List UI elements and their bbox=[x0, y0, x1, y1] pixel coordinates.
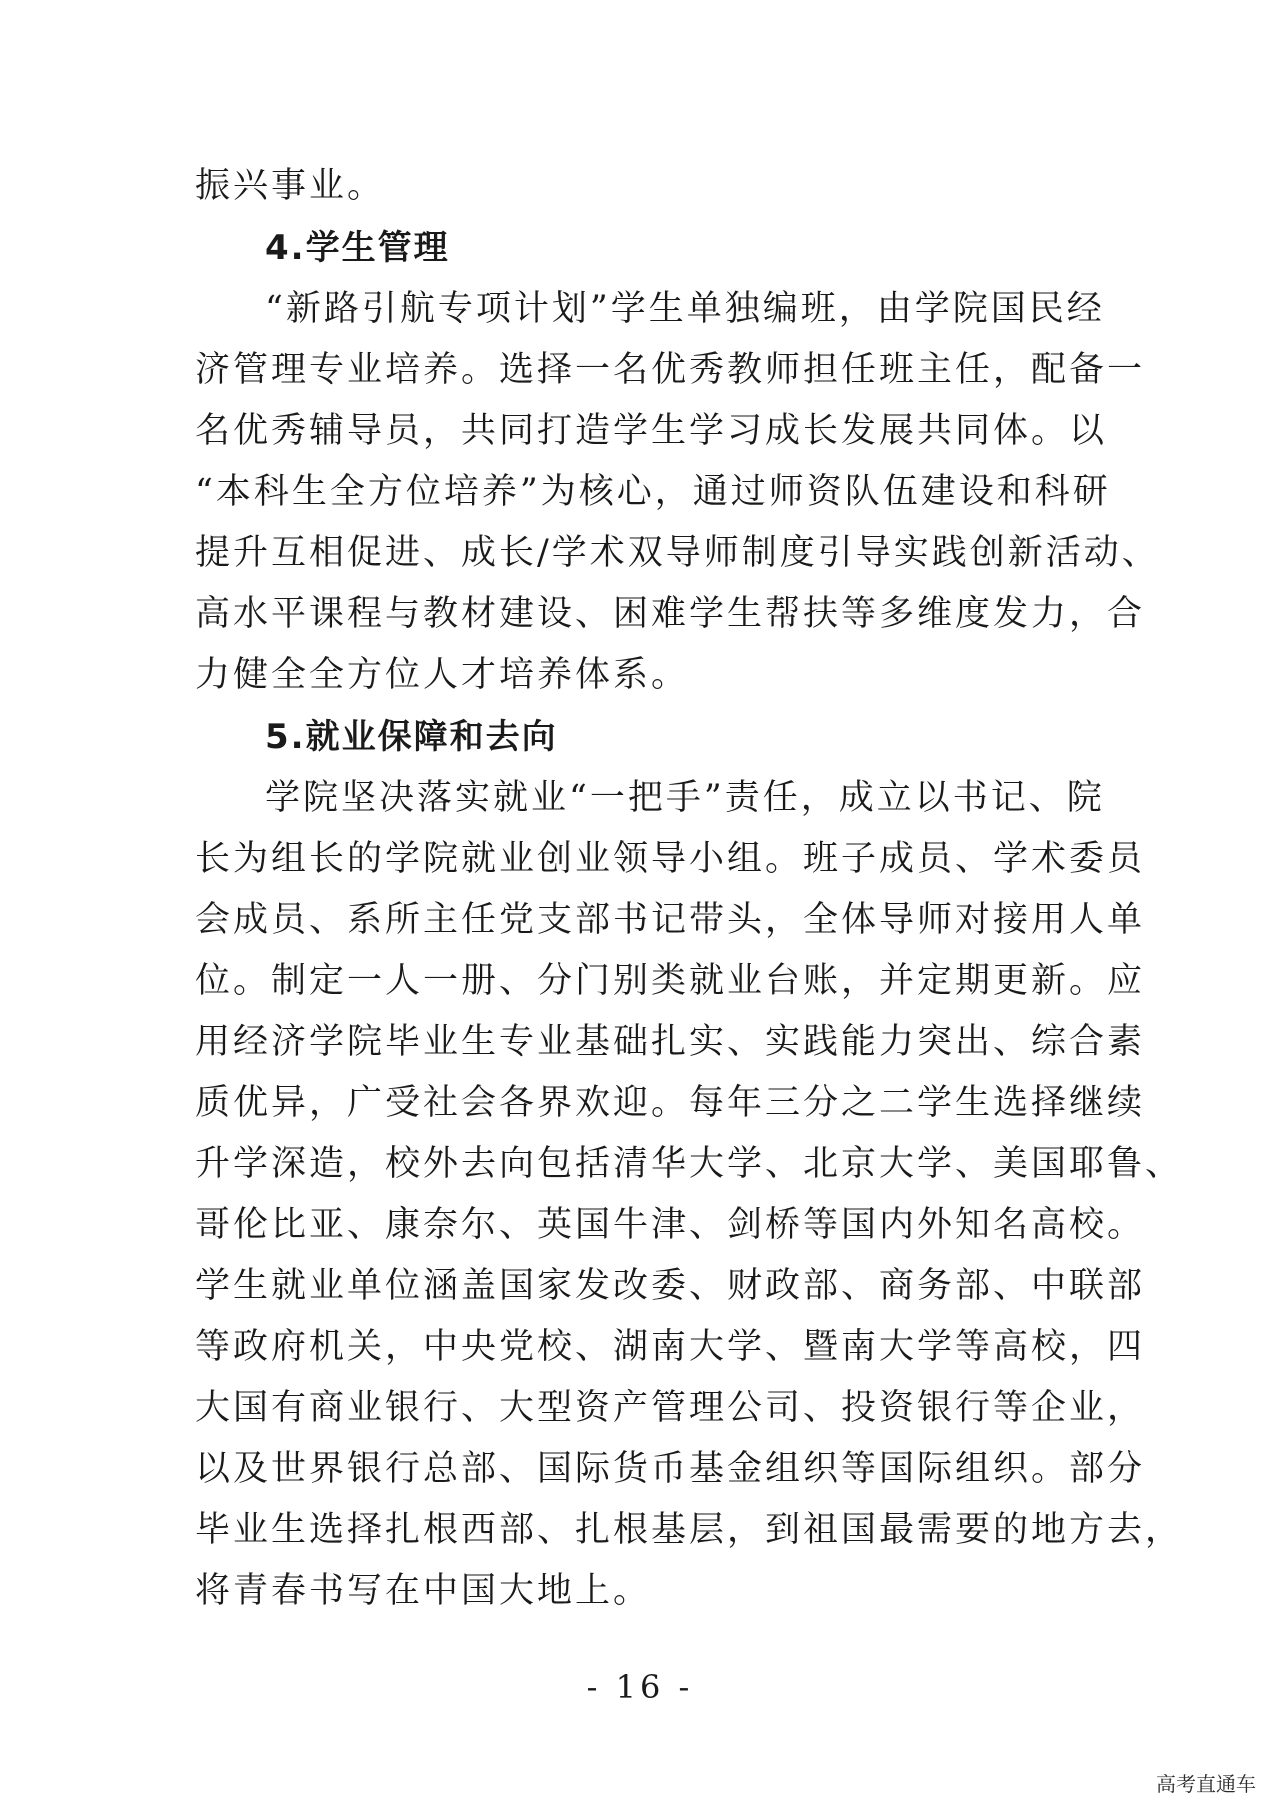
paragraph-line: 大国有商业银行、大型资产管理公司、投资银行等企业， bbox=[195, 1388, 1146, 1428]
section-heading-student-management: 4.学生管理 bbox=[265, 228, 450, 268]
paragraph-line: 质优异，广受社会各界欢迎。每年三分之二学生选择继续 bbox=[195, 1083, 1146, 1123]
paragraph-line: 名优秀辅导员，共同打造学生学习成长发展共同体。以 bbox=[195, 411, 1108, 451]
paragraph-line: 振兴事业。 bbox=[195, 166, 386, 206]
paragraph-line: “本科生全方位培养”为核心，通过师资队伍建设和科研 bbox=[195, 472, 1111, 512]
paragraph-line: 升学深造，校外去向包括清华大学、北京大学、美国耶鲁、 bbox=[195, 1144, 1184, 1184]
paragraph-line: 将青春书写在中国大地上。 bbox=[195, 1571, 652, 1611]
paragraph-line: 等政府机关，中央党校、湖南大学、暨南大学等高校，四 bbox=[195, 1327, 1146, 1367]
paragraph-line: 毕业生选择扎根西部、扎根基层，到祖国最需要的地方去， bbox=[195, 1510, 1184, 1550]
paragraph-line: 济管理专业培养。选择一名优秀教师担任班主任，配备一 bbox=[195, 350, 1146, 390]
paragraph-line: 学生就业单位涵盖国家发改委、财政部、商务部、中联部 bbox=[195, 1266, 1146, 1306]
page-number: - 16 - bbox=[586, 1668, 694, 1706]
paragraph-line: 高水平课程与教材建设、困难学生帮扶等多维度发力，合 bbox=[195, 594, 1146, 634]
section-heading-employment: 5.就业保障和去向 bbox=[265, 717, 558, 757]
paragraph-line: 力健全全方位人才培养体系。 bbox=[195, 655, 690, 695]
document-body bbox=[195, 156, 1184, 1622]
paragraph-line: 长为组长的学院就业创业领导小组。班子成员、学术委员 bbox=[195, 839, 1146, 879]
paragraph-line: 位。制定一人一册、分门别类就业台账，并定期更新。应 bbox=[195, 961, 1146, 1001]
paragraph-line: 学院坚决落实就业“一把手”责任，成立以书记、院 bbox=[265, 778, 1105, 818]
paragraph-line: 哥伦比亚、康奈尔、英国牛津、剑桥等国内外知名高校。 bbox=[195, 1205, 1146, 1245]
section-4-paragraph bbox=[195, 279, 1160, 706]
watermark-text: 高考直通车 bbox=[1156, 1772, 1256, 1796]
paragraph-line: 提升互相促进、成长/学术双导师制度引导实践创新活动、 bbox=[195, 533, 1160, 573]
paragraph-line: 用经济学院毕业生专业基础扎实、实践能力突出、综合素 bbox=[195, 1022, 1146, 1062]
paragraph-line: 会成员、系所主任党支部书记带头，全体导师对接用人单 bbox=[195, 900, 1146, 940]
paragraph-line: “新路引航专项计划”学生单独编班，由学院国民经 bbox=[265, 289, 1105, 329]
section-5-paragraph bbox=[195, 768, 1184, 1622]
paragraph-line: 以及世界银行总部、国际货币基金组织等国际组织。部分 bbox=[195, 1449, 1146, 1489]
